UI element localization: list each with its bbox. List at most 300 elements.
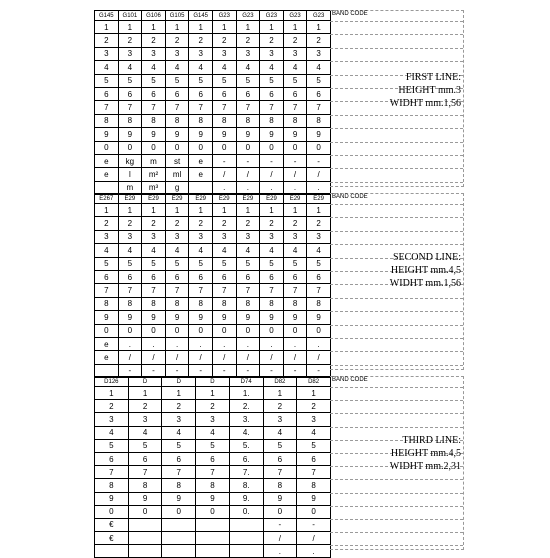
glyph-cell [229, 518, 263, 531]
glyph-cell: 3 [283, 230, 307, 243]
table-row [95, 297, 331, 310]
band-code-header: G145 [189, 11, 213, 21]
glyph-cell: 2 [128, 400, 162, 413]
glyph-cell: 0 [118, 324, 142, 337]
glyph-cell: ml [165, 168, 189, 181]
band-code-header: E29 [283, 194, 307, 204]
glyph-cell: 7 [297, 466, 331, 479]
glyph-cell: 1 [142, 204, 166, 217]
table-row [95, 47, 331, 60]
table-row [95, 439, 331, 452]
glyph-cell: 3 [165, 47, 189, 60]
band-guide-line [330, 387, 463, 388]
band-guide-line [330, 155, 463, 156]
glyph-cell: 5 [95, 257, 119, 270]
glyph-cell: 5 [118, 74, 142, 87]
glyph-cell: 2 [236, 34, 260, 47]
glyph-cell: 9 [260, 311, 284, 324]
glyph-cell: 5 [283, 257, 307, 270]
glyph-cell: 9 [142, 128, 166, 141]
glyph-cell: . [165, 337, 189, 350]
glyph-cell: 9 [142, 311, 166, 324]
glyph-cell: 4 [118, 244, 142, 257]
glyph-cell: e [95, 154, 119, 167]
glyph-cell: 4 [260, 244, 284, 257]
glyph-cell: 8 [162, 479, 196, 492]
glyph-cell: 8 [212, 297, 236, 310]
table-row [95, 87, 331, 100]
glyph-cell: 2 [283, 34, 307, 47]
glyph-cell: 3 [189, 230, 213, 243]
glyph-cell: 1 [165, 204, 189, 217]
glyph-cell: 7 [118, 101, 142, 114]
glyph-cell: 8. [229, 479, 263, 492]
glyph-cell: 5 [118, 257, 142, 270]
band-code-header: E29 [260, 194, 284, 204]
glyph-cell: 4 [283, 61, 307, 74]
glyph-cell: 4 [142, 244, 166, 257]
glyph-cell: 7 [142, 101, 166, 114]
glyph-cell: 0 [95, 505, 129, 518]
glyph-cell: 4 [165, 244, 189, 257]
glyph-cell: 9 [128, 492, 162, 505]
glyph-cell: 0 [95, 324, 119, 337]
glyph-cell: 8 [128, 479, 162, 492]
band-code-header: G23 [283, 11, 307, 21]
glyph-cell: 0 [142, 324, 166, 337]
glyph-cell: 8 [142, 114, 166, 127]
glyph-cell: 2 [260, 34, 284, 47]
glyph-cell: / [260, 351, 284, 364]
glyph-cell: . [118, 337, 142, 350]
glyph-cell: 2 [142, 34, 166, 47]
glyph-cell: 9 [283, 311, 307, 324]
glyph-cell: 6 [236, 87, 260, 100]
glyph-cell: - [165, 364, 189, 377]
second-line-note [390, 251, 461, 290]
glyph-cell: 1. [229, 387, 263, 400]
glyph-cell: 7 [118, 284, 142, 297]
band-code-header: D126 [95, 377, 129, 387]
glyph-cell: 4 [283, 244, 307, 257]
band-guide-line [330, 506, 463, 507]
glyph-cell: kg [118, 154, 142, 167]
glyph-cell: - [260, 154, 284, 167]
table-row [95, 400, 331, 413]
glyph-cell: 0 [283, 141, 307, 154]
glyph-cell: 2 [162, 400, 196, 413]
glyph-cell: 9 [95, 311, 119, 324]
glyph-cell: / [236, 168, 260, 181]
third-line-band-panel [330, 376, 464, 550]
glyph-cell: 6 [95, 452, 129, 465]
glyph-cell: - [189, 364, 213, 377]
glyph-cell: 2 [236, 217, 260, 230]
glyph-cell: 9 [260, 128, 284, 141]
glyph-cell: 6 [162, 452, 196, 465]
glyph-cell: . [236, 337, 260, 350]
glyph-cell: 0 [189, 324, 213, 337]
glyph-cell: . [212, 181, 236, 194]
glyph-cell: - [283, 364, 307, 377]
glyph-cell: 2 [189, 217, 213, 230]
first-line-band-panel [330, 10, 464, 187]
glyph-cell: - [260, 364, 284, 377]
glyph-cell: . [260, 337, 284, 350]
glyph-cell [162, 532, 196, 545]
glyph-cell: . [189, 337, 213, 350]
table-row [95, 518, 331, 531]
glyph-cell: 3 [189, 47, 213, 60]
glyph-cell: / [283, 168, 307, 181]
glyph-cell: 5 [260, 257, 284, 270]
band-code-header: G23 [260, 11, 284, 21]
glyph-cell: 5. [229, 439, 263, 452]
note-height: HEIGHT mm.4,5 [390, 448, 461, 459]
band-guide-line [330, 325, 463, 326]
band-guide-line [330, 519, 463, 520]
glyph-cell: 3. [229, 413, 263, 426]
glyph-cell: e [95, 168, 119, 181]
glyph-cell: 3 [118, 47, 142, 60]
glyph-cell: 2 [196, 400, 230, 413]
glyph-cell: 4 [95, 61, 119, 74]
glyph-cell: 6 [165, 270, 189, 283]
band-code-header: D82 [297, 377, 331, 387]
glyph-cell: 5 [162, 439, 196, 452]
glyph-cell: - [118, 364, 142, 377]
glyph-cell: 7 [283, 284, 307, 297]
glyph-cell: / [189, 351, 213, 364]
glyph-cell: 3 [260, 230, 284, 243]
band-code-header: E29 [142, 194, 166, 204]
note-width: WIDHT mm.1,56 [389, 98, 461, 109]
glyph-cell: 7 [307, 284, 331, 297]
glyph-cell [196, 532, 230, 545]
band-code-label: BAND CODE [332, 194, 368, 200]
band-guide-line [330, 48, 463, 49]
glyph-cell: 1 [118, 21, 142, 34]
glyph-cell: 8 [189, 114, 213, 127]
glyph-cell: 9 [95, 492, 129, 505]
glyph-cell: . [263, 545, 297, 558]
glyph-cell: 5 [95, 74, 119, 87]
glyph-cell: . [283, 181, 307, 194]
table-row [95, 204, 331, 217]
glyph-cell: 5 [95, 439, 129, 452]
glyph-cell: 3 [95, 47, 119, 60]
glyph-cell: 2 [95, 400, 129, 413]
table-row [95, 351, 331, 364]
glyph-cell: 8 [236, 114, 260, 127]
glyph-cell: 6 [283, 270, 307, 283]
band-code-header: E29 [189, 194, 213, 204]
glyph-cell: 0 [212, 141, 236, 154]
glyph-cell: 5 [263, 439, 297, 452]
glyph-cell: e [189, 154, 213, 167]
glyph-cell: 3 [260, 47, 284, 60]
glyph-cell: 5 [283, 74, 307, 87]
glyph-cell: 4 [260, 61, 284, 74]
table-row [95, 61, 331, 74]
glyph-cell: 8 [307, 297, 331, 310]
glyph-cell: 7 [95, 101, 119, 114]
glyph-cell: 0 [297, 505, 331, 518]
third-line-note [390, 434, 461, 473]
glyph-cell: 3 [95, 230, 119, 243]
table-row [95, 270, 331, 283]
glyph-cell: 3 [307, 230, 331, 243]
glyph-cell: 1 [307, 21, 331, 34]
glyph-cell: 5 [165, 257, 189, 270]
band-guide-line [330, 128, 463, 129]
glyph-cell: 6 [165, 87, 189, 100]
glyph-cell: 4 [236, 61, 260, 74]
glyph-cell: 6 [95, 87, 119, 100]
glyph-cell: 2 [212, 217, 236, 230]
glyph-cell: 8 [297, 479, 331, 492]
glyph-cell: 9 [297, 492, 331, 505]
glyph-cell: 4 [189, 244, 213, 257]
glyph-cell: 6 [142, 87, 166, 100]
glyph-cell: 8 [95, 479, 129, 492]
table-row [95, 466, 331, 479]
glyph-cell: 4 [118, 61, 142, 74]
glyph-cell: - [212, 154, 236, 167]
glyph-cell: 7 [236, 284, 260, 297]
glyph-cell: m [118, 181, 142, 194]
glyph-cell [196, 518, 230, 531]
glyph-cell: 0 [118, 141, 142, 154]
glyph-cell [128, 545, 162, 558]
glyph-cell: 8 [196, 479, 230, 492]
glyph-cell: 7 [263, 466, 297, 479]
glyph-cell: 1 [95, 21, 119, 34]
glyph-cell [162, 545, 196, 558]
glyph-cell: 7 [189, 101, 213, 114]
glyph-cell: 9 [263, 492, 297, 505]
glyph-cell: 0 [263, 505, 297, 518]
table-row [95, 101, 331, 114]
glyph-cell: 1 [263, 387, 297, 400]
glyph-cell: 7 [95, 284, 119, 297]
glyph-cell: 7 [162, 466, 196, 479]
header-row [95, 11, 331, 21]
glyph-cell: m³ [142, 181, 166, 194]
glyph-cell: 2 [165, 34, 189, 47]
glyph-cell: 2 [307, 217, 331, 230]
glyph-cell: 1 [189, 204, 213, 217]
band-code-header: G23 [307, 11, 331, 21]
glyph-cell: 9 [236, 128, 260, 141]
glyph-cell [128, 518, 162, 531]
glyph-cell: 5 [189, 257, 213, 270]
glyph-cell: 0 [307, 324, 331, 337]
glyph-cell: / [297, 532, 331, 545]
glyph-cell: 7 [196, 466, 230, 479]
note-height: HEIGHT mm.3 [398, 85, 461, 96]
glyph-cell: 5 [212, 257, 236, 270]
band-guide-line [330, 61, 463, 62]
glyph-cell: 8 [307, 114, 331, 127]
glyph-cell: 7 [260, 101, 284, 114]
glyph-cell: 6 [189, 270, 213, 283]
table-row [95, 74, 331, 87]
glyph-cell: 4 [263, 426, 297, 439]
glyph-cell: 6 [142, 270, 166, 283]
glyph-cell: 5 [189, 74, 213, 87]
glyph-cell: - [307, 154, 331, 167]
glyph-cell: 6 [307, 270, 331, 283]
glyph-cell: 2 [297, 400, 331, 413]
glyph-cell: 0 [236, 324, 260, 337]
glyph-cell: m² [142, 168, 166, 181]
note-width: WIDHT mm.2,31 [389, 461, 461, 472]
glyph-cell: 5 [236, 74, 260, 87]
glyph-cell: 9 [165, 311, 189, 324]
glyph-cell: 7 [142, 284, 166, 297]
glyph-cell: - [142, 364, 166, 377]
glyph-cell: 5 [128, 439, 162, 452]
third-line-section [94, 376, 464, 556]
glyph-cell: 3 [283, 47, 307, 60]
band-guide-line [330, 204, 463, 205]
glyph-cell: 3 [128, 413, 162, 426]
glyph-cell: . [260, 181, 284, 194]
band-code-header: D [162, 377, 196, 387]
glyph-cell: 8 [95, 114, 119, 127]
glyph-cell: / [263, 532, 297, 545]
glyph-cell: 3 [212, 230, 236, 243]
glyph-cell: 4. [229, 426, 263, 439]
glyph-cell: 5 [142, 257, 166, 270]
glyph-cell: 8 [283, 297, 307, 310]
glyph-cell: 2 [263, 400, 297, 413]
glyph-cell: l [118, 168, 142, 181]
glyph-cell: 3 [95, 413, 129, 426]
glyph-cell: 8 [260, 297, 284, 310]
glyph-cell: / [165, 351, 189, 364]
first-line-note [390, 71, 461, 110]
glyph-cell [162, 518, 196, 531]
glyph-cell: / [307, 351, 331, 364]
second-line-section [94, 193, 464, 376]
band-code-header: D74 [229, 377, 263, 387]
band-code-header: E29 [165, 194, 189, 204]
glyph-cell: 8 [165, 114, 189, 127]
glyph-cell: 6 [263, 452, 297, 465]
table-row [95, 230, 331, 243]
glyph-cell: 5 [260, 74, 284, 87]
table-row [95, 426, 331, 439]
glyph-cell: 7 [128, 466, 162, 479]
glyph-cell: 4 [95, 426, 129, 439]
glyph-cell: 0 [260, 324, 284, 337]
glyph-cell: 3 [236, 230, 260, 243]
glyph-cell: 1 [118, 204, 142, 217]
glyph-cell: 9 [196, 492, 230, 505]
glyph-cell: 5 [142, 74, 166, 87]
note-height: HEIGHT mm.4,5 [390, 265, 461, 276]
glyph-cell: 5 [297, 439, 331, 452]
glyph-cell: / [212, 351, 236, 364]
band-guide-line [330, 182, 463, 183]
glyph-cell: 2 [307, 34, 331, 47]
glyph-cell [229, 545, 263, 558]
glyph-cell: . [283, 337, 307, 350]
band-code-header: G23 [236, 11, 260, 21]
glyph-cell: 1 [95, 204, 119, 217]
glyph-cell: 9 [189, 311, 213, 324]
glyph-cell: 9 [162, 492, 196, 505]
glyph-cell: e [95, 337, 119, 350]
second-line-band-panel [330, 193, 464, 370]
band-code-header: D82 [263, 377, 297, 387]
glyph-cell: 4 [165, 61, 189, 74]
glyph-cell: 5 [196, 439, 230, 452]
glyph-cell: 6 [189, 87, 213, 100]
glyph-cell: 4 [142, 61, 166, 74]
glyph-cell: 8 [236, 297, 260, 310]
table-row [95, 257, 331, 270]
glyph-cell: 7 [307, 101, 331, 114]
glyph-cell: - [236, 364, 260, 377]
glyph-cell: 9 [189, 128, 213, 141]
band-guide-line [330, 231, 463, 232]
glyph-cell: 1 [236, 204, 260, 217]
glyph-cell: 4 [212, 61, 236, 74]
glyph-cell: 1 [260, 21, 284, 34]
glyph-cell: 0 [260, 141, 284, 154]
glyph-cell: 9 [236, 311, 260, 324]
table-row [95, 217, 331, 230]
glyph-cell: 4 [236, 244, 260, 257]
glyph-cell: . [307, 181, 331, 194]
glyph-cell: 8 [118, 297, 142, 310]
glyph-cell: 3 [236, 47, 260, 60]
glyph-cell: - [297, 518, 331, 531]
glyph-cell: 8 [212, 114, 236, 127]
glyph-cell: 4 [95, 244, 119, 257]
note-title: SECOND LINE: [392, 252, 461, 263]
glyph-cell: 3 [212, 47, 236, 60]
table-row [95, 545, 331, 558]
glyph-cell: 6 [95, 270, 119, 283]
glyph-cell: 3 [307, 47, 331, 60]
glyph-cell: / [236, 351, 260, 364]
glyph-cell: 2 [118, 34, 142, 47]
band-guide-line [330, 413, 463, 414]
table-row [95, 324, 331, 337]
band-code-header: G101 [118, 11, 142, 21]
band-guide-line [330, 479, 463, 480]
glyph-cell: 7 [165, 101, 189, 114]
glyph-cell: - [263, 518, 297, 531]
glyph-cell: 3 [142, 230, 166, 243]
glyph-cell: 6 [236, 270, 260, 283]
glyph-cell: 1 [212, 204, 236, 217]
glyph-cell: 2 [283, 217, 307, 230]
glyph-cell: . [212, 337, 236, 350]
band-code-header: D [128, 377, 162, 387]
glyph-cell: / [283, 351, 307, 364]
glyph-cell: 1 [283, 204, 307, 217]
glyph-cell: 0 [283, 324, 307, 337]
glyph-cell: 8 [283, 114, 307, 127]
table-row [95, 244, 331, 257]
glyph-cell: 9 [95, 128, 119, 141]
table-row [95, 284, 331, 297]
